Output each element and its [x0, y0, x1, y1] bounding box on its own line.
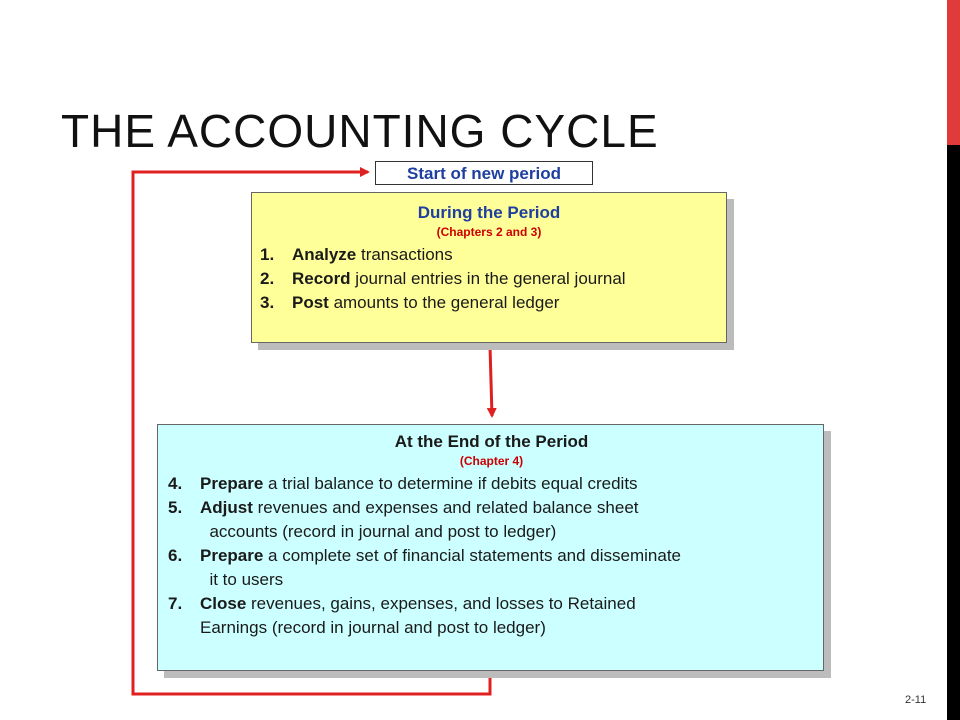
- step-verb: Record: [292, 269, 351, 288]
- step-description: revenues and expenses and related balance sheet accounts (record in journal and post to ledger): [209, 498, 639, 541]
- step-item: [260, 291, 718, 315]
- during-period-chapters: (Chapters 2 and 3): [436, 225, 542, 239]
- slide-title: THE ACCOUNTING CYCLE: [61, 105, 659, 157]
- step-description: a trial balance to determine if debits equal credits: [263, 474, 638, 493]
- step-verb: Prepare: [200, 474, 264, 493]
- step-item: [260, 267, 718, 291]
- step-verb: Analyze: [292, 245, 357, 264]
- step-number: 1.: [260, 245, 275, 264]
- step-number: 4.: [168, 474, 183, 493]
- step-verb: Post: [292, 293, 329, 312]
- step-number: 7.: [168, 594, 183, 613]
- step-number: 3.: [260, 293, 275, 312]
- step-description: transactions: [356, 245, 453, 264]
- end-period-chapters: (Chapter 4): [459, 454, 524, 468]
- step-verb: Adjust: [200, 498, 253, 517]
- page-number: 2-11: [905, 694, 927, 706]
- step-number: 6.: [168, 546, 183, 565]
- step-description: amounts to the general ledger: [328, 293, 560, 312]
- step-number: 5.: [168, 498, 183, 517]
- start-of-period-label: Start of new period: [375, 161, 593, 185]
- step-item: [168, 544, 815, 592]
- during-period-title: During the Period: [417, 203, 561, 222]
- step-item: [168, 496, 815, 544]
- step-description: revenues, gains, expenses, and losses to Retained Earnings (record in journal and post to ledger): [200, 594, 636, 637]
- end-period-title: At the End of the Period: [394, 432, 589, 451]
- step-verb: Prepare: [200, 546, 264, 565]
- step-number: 2.: [260, 269, 275, 288]
- down-arrow: [490, 346, 492, 416]
- step-item: [260, 243, 718, 267]
- during-period-box: [251, 192, 727, 343]
- step-verb: Close: [200, 594, 247, 613]
- step-description: journal entries in the general journal: [350, 269, 626, 288]
- step-item: [168, 472, 815, 496]
- end-period-box: [157, 424, 824, 671]
- step-description: a complete set of financial statements and disseminate it to users: [209, 546, 681, 589]
- step-item: [168, 592, 815, 640]
